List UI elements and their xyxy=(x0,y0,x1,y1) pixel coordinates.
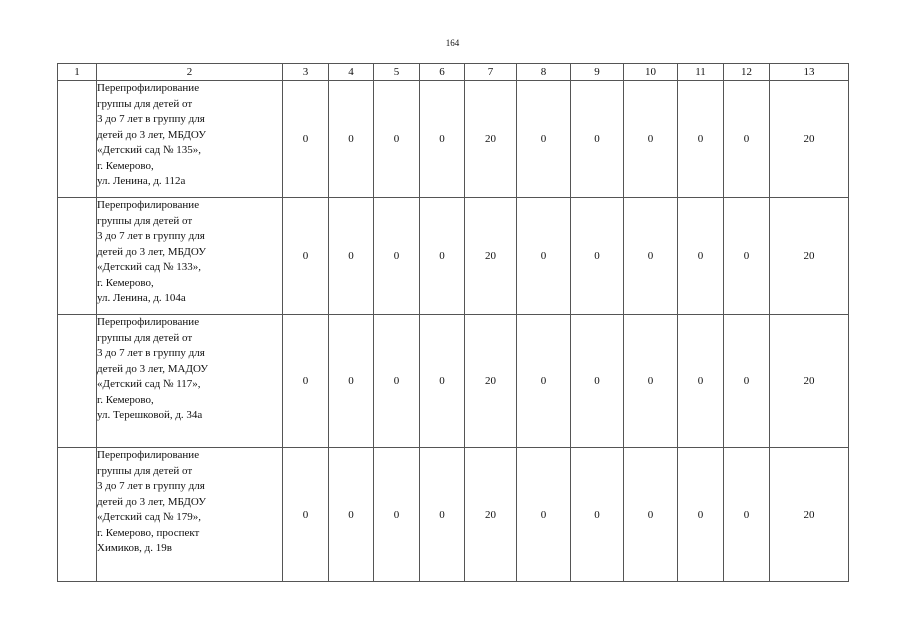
description-line: г. Кемерово, xyxy=(97,159,154,172)
column-header: 12 xyxy=(724,64,770,81)
table-row xyxy=(58,81,849,198)
value-cell: 0 xyxy=(724,198,770,315)
value-cell: 20 xyxy=(770,81,849,198)
value-cell: 0 xyxy=(329,448,374,582)
value-cell: 20 xyxy=(465,448,517,582)
description-line: детей до 3 лет, МБДОУ xyxy=(97,245,207,258)
description-line: 3 до 7 лет в группу для xyxy=(97,480,205,492)
column-header: 7 xyxy=(465,64,517,81)
description-line: группы для детей от xyxy=(97,331,193,344)
value-cell: 0 xyxy=(517,448,571,582)
value-cell: 0 xyxy=(624,315,678,448)
table-row xyxy=(58,198,849,315)
value-cell: 0 xyxy=(724,315,770,448)
description-line: г. Кемерово, проспект xyxy=(97,526,200,539)
value-cell: 0 xyxy=(624,198,678,315)
value-cell: 0 xyxy=(374,198,420,315)
description-line: 3 до 7 лет в группу для xyxy=(97,113,205,125)
description-line: «Детский сад № 179», xyxy=(97,511,201,523)
description-line: Перепрофилирование xyxy=(97,199,200,211)
description-line: ул. Ленина, д. 104а xyxy=(97,292,186,304)
value-cell: 0 xyxy=(624,448,678,582)
value-cell: 0 xyxy=(678,315,724,448)
value-cell: 0 xyxy=(678,198,724,315)
table-row xyxy=(58,315,849,448)
description-line: детей до 3 лет, МАДОУ xyxy=(97,362,209,375)
column-header: 9 xyxy=(571,64,624,81)
value-cell: 0 xyxy=(678,81,724,198)
value-cell: 0 xyxy=(329,81,374,198)
description-line: «Детский сад № 117», xyxy=(97,378,201,390)
description-line: г. Кемерово, xyxy=(97,393,154,406)
value-cell: 0 xyxy=(329,198,374,315)
value-cell: 0 xyxy=(517,198,571,315)
description-line: ул. Терешковой, д. 34а xyxy=(97,409,203,421)
value-cell: 0 xyxy=(283,81,329,198)
value-cell: 0 xyxy=(678,448,724,582)
description-line: 3 до 7 лет в группу для xyxy=(97,347,205,359)
description-line: группы для детей от xyxy=(97,464,193,477)
value-cell: 0 xyxy=(624,81,678,198)
description-line: Перепрофилирование xyxy=(97,82,200,94)
page-number: 164 xyxy=(445,38,460,48)
value-cell: 0 xyxy=(283,315,329,448)
description-line: Перепрофилирование xyxy=(97,449,200,461)
value-cell: 20 xyxy=(465,315,517,448)
value-cell: 0 xyxy=(517,315,571,448)
value-cell: 0 xyxy=(374,81,420,198)
description-line: 3 до 7 лет в группу для xyxy=(97,230,205,242)
value-cell: 0 xyxy=(571,315,624,448)
value-cell: 0 xyxy=(724,448,770,582)
value-cell: 0 xyxy=(329,315,374,448)
column-header: 11 xyxy=(678,64,724,81)
value-cell: 20 xyxy=(770,448,849,582)
description-line: детей до 3 лет, МБДОУ xyxy=(97,128,207,141)
description-line: детей до 3 лет, МБДОУ xyxy=(97,495,207,508)
description-line: «Детский сад № 135», xyxy=(97,144,201,156)
description-line: ул. Ленина, д. 112а xyxy=(97,175,186,187)
value-cell: 0 xyxy=(571,81,624,198)
value-cell: 0 xyxy=(374,448,420,582)
description-line: г. Кемерово, xyxy=(97,276,154,289)
value-cell: 20 xyxy=(770,198,849,315)
column-header: 5 xyxy=(374,64,420,81)
description-cell xyxy=(97,81,283,198)
value-cell: 0 xyxy=(420,315,465,448)
table-row xyxy=(58,448,849,582)
row-number-cell xyxy=(58,81,97,198)
column-header: 4 xyxy=(329,64,374,81)
description-line: Химиков, д. 19в xyxy=(97,542,172,554)
value-cell: 20 xyxy=(770,315,849,448)
column-header: 13 xyxy=(770,64,849,81)
description-line: «Детский сад № 133», xyxy=(97,261,201,273)
description-cell xyxy=(97,198,283,315)
column-header: 3 xyxy=(283,64,329,81)
header-row xyxy=(58,64,849,81)
value-cell: 20 xyxy=(465,198,517,315)
data-table xyxy=(57,63,849,582)
column-header: 10 xyxy=(624,64,678,81)
row-number-cell xyxy=(58,315,97,448)
value-cell: 0 xyxy=(517,81,571,198)
value-cell: 0 xyxy=(420,448,465,582)
value-cell: 0 xyxy=(283,448,329,582)
description-cell xyxy=(97,448,283,582)
column-header: 1 xyxy=(58,64,97,81)
value-cell: 0 xyxy=(724,81,770,198)
value-cell: 0 xyxy=(420,198,465,315)
description-cell xyxy=(97,315,283,448)
value-cell: 0 xyxy=(374,315,420,448)
description-line: группы для детей от xyxy=(97,97,193,110)
value-cell: 20 xyxy=(465,81,517,198)
column-header: 8 xyxy=(517,64,571,81)
description-line: группы для детей от xyxy=(97,214,193,227)
row-number-cell xyxy=(58,198,97,315)
value-cell: 0 xyxy=(420,81,465,198)
column-header: 6 xyxy=(420,64,465,81)
column-header: 2 xyxy=(97,64,283,81)
value-cell: 0 xyxy=(571,198,624,315)
description-line: Перепрофилирование xyxy=(97,316,200,328)
value-cell: 0 xyxy=(283,198,329,315)
value-cell: 0 xyxy=(571,448,624,582)
row-number-cell xyxy=(58,448,97,582)
